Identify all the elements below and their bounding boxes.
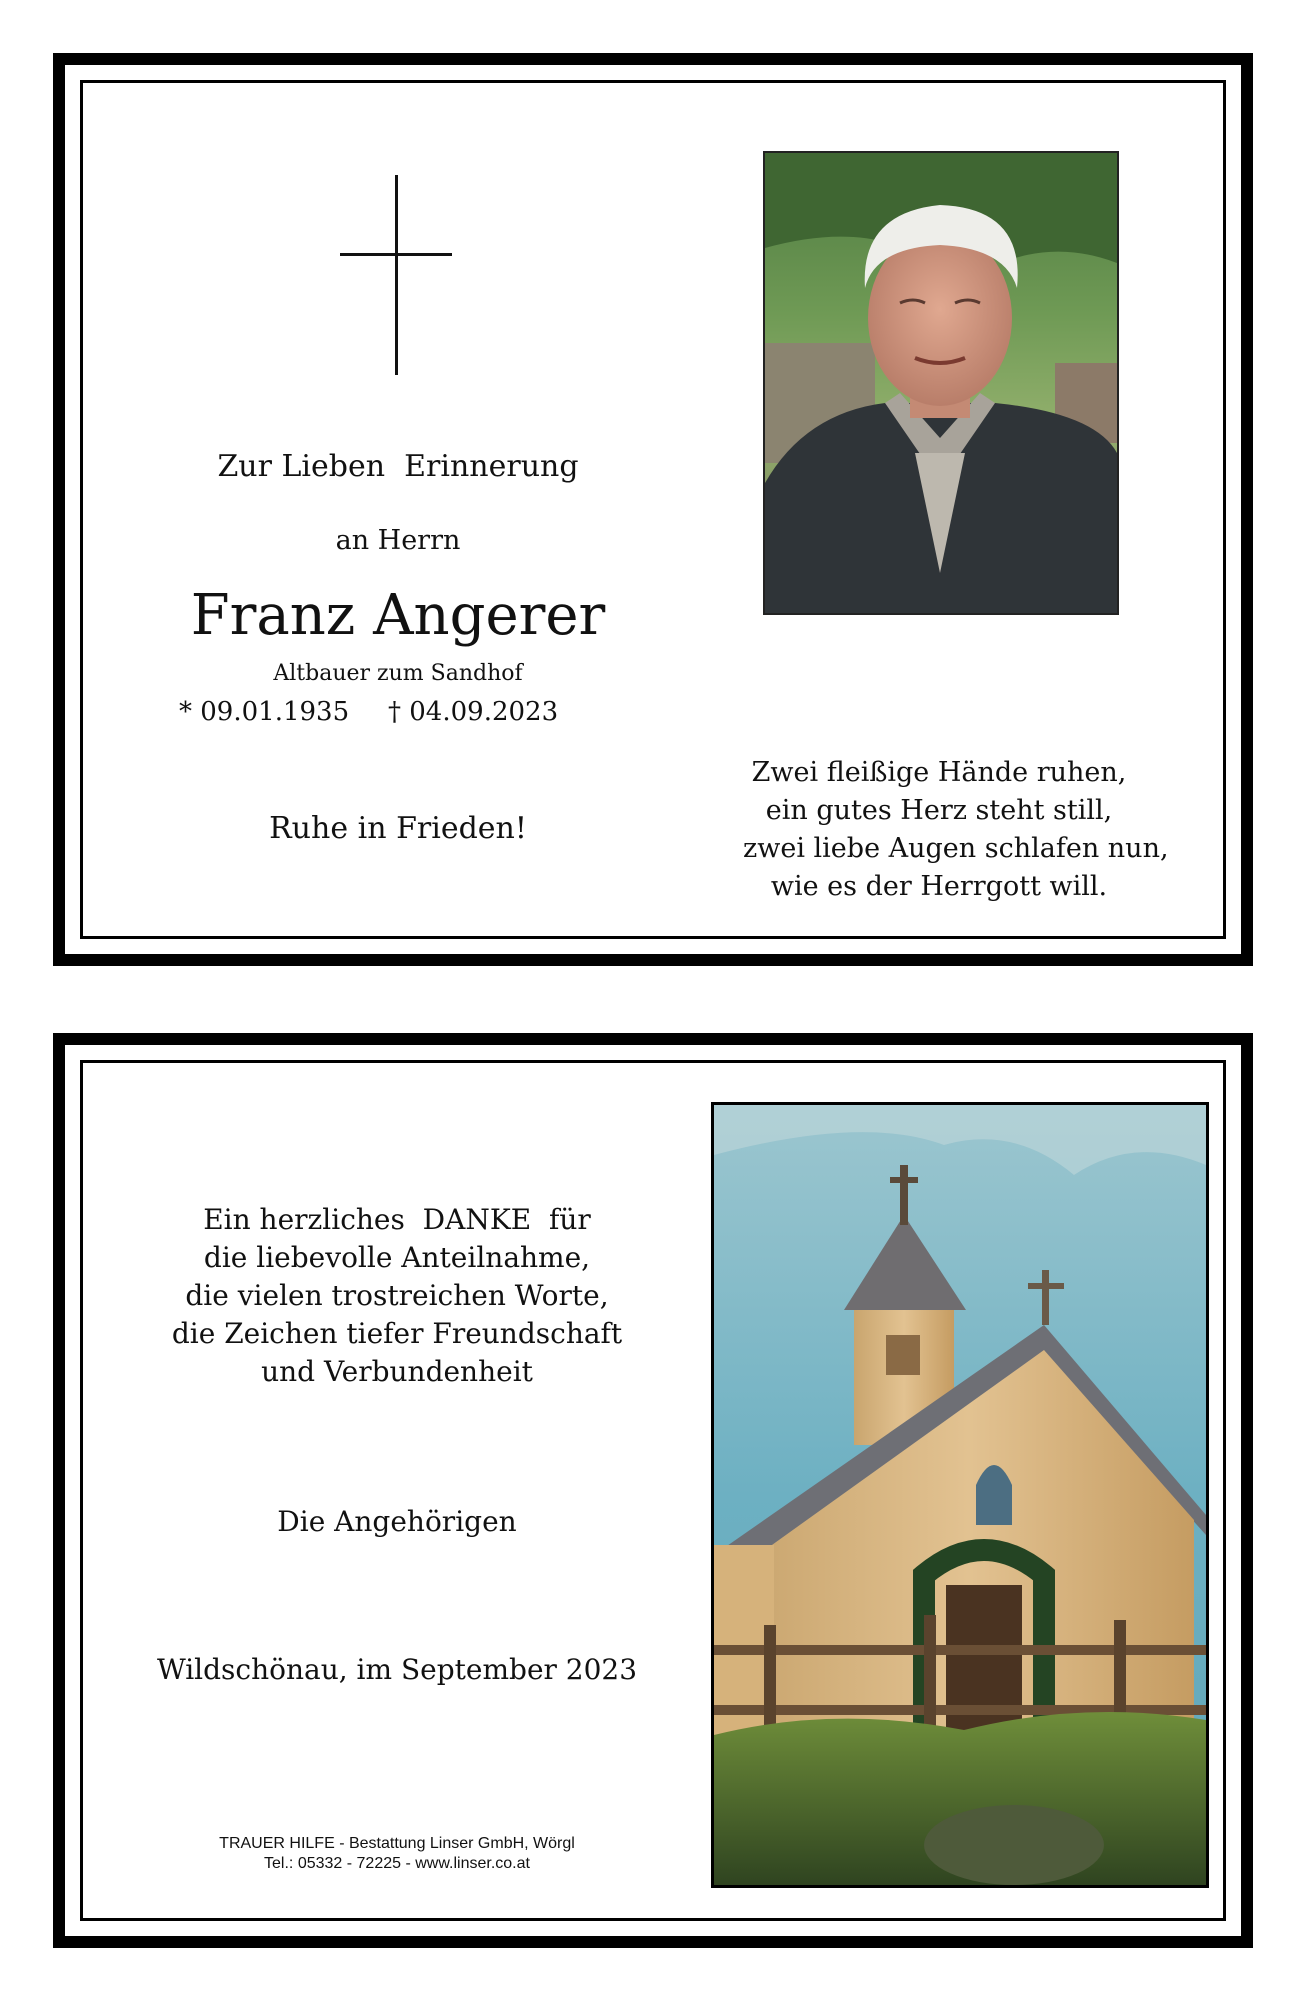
poem-line-4: wie es der Herrgott will. <box>770 871 1108 902</box>
poem-line-3: zwei liebe Augen schlafen nun, <box>743 833 1169 864</box>
poem-line-2: ein gutes Herz steht still, <box>765 795 1113 826</box>
thanks-line-5: und Verbundenheit <box>261 1355 533 1388</box>
thanks-line-1: Ein herzliches DANKE für <box>203 1203 591 1236</box>
death-date: † 04.09.2023 <box>388 697 559 727</box>
cross-icon-bar <box>340 253 452 256</box>
chapel-photo <box>711 1102 1209 1888</box>
salutation: an Herrn <box>335 525 461 556</box>
deceased-name: Franz Angerer <box>190 583 606 648</box>
heading: Zur Lieben Erinnerung <box>217 449 579 484</box>
subtitle: Altbauer zum Sandhof <box>273 661 523 686</box>
inner-frame <box>80 80 1226 939</box>
thanks-line-3: die vielen trostreichen Worte, <box>185 1279 609 1312</box>
family-signature: Die Angehörigen <box>277 1505 517 1538</box>
memorial-card-back <box>53 1033 1253 1948</box>
closing-text: Ruhe in Frieden! <box>269 811 527 846</box>
thanks-line-2: die liebevolle Anteilnahme, <box>203 1241 591 1274</box>
footer-line-1: TRAUER HILFE - Bestattung Linser GmbH, Wörgl <box>219 1835 575 1852</box>
portrait-photo <box>763 151 1119 615</box>
birth-date: * 09.01.1935 <box>179 697 350 727</box>
thanks-line-4: die Zeichen tiefer Freundschaft <box>171 1317 623 1350</box>
memorial-card-front <box>53 53 1253 966</box>
footer-line-2: Tel.: 05332 - 72225 - www.linser.co.at <box>264 1855 530 1872</box>
cross-icon <box>395 175 398 375</box>
poem-line-1: Zwei fleißige Hände ruhen, <box>751 757 1127 788</box>
place-date: Wildschönau, im September 2023 <box>156 1653 638 1686</box>
inner-frame <box>80 1060 1226 1921</box>
